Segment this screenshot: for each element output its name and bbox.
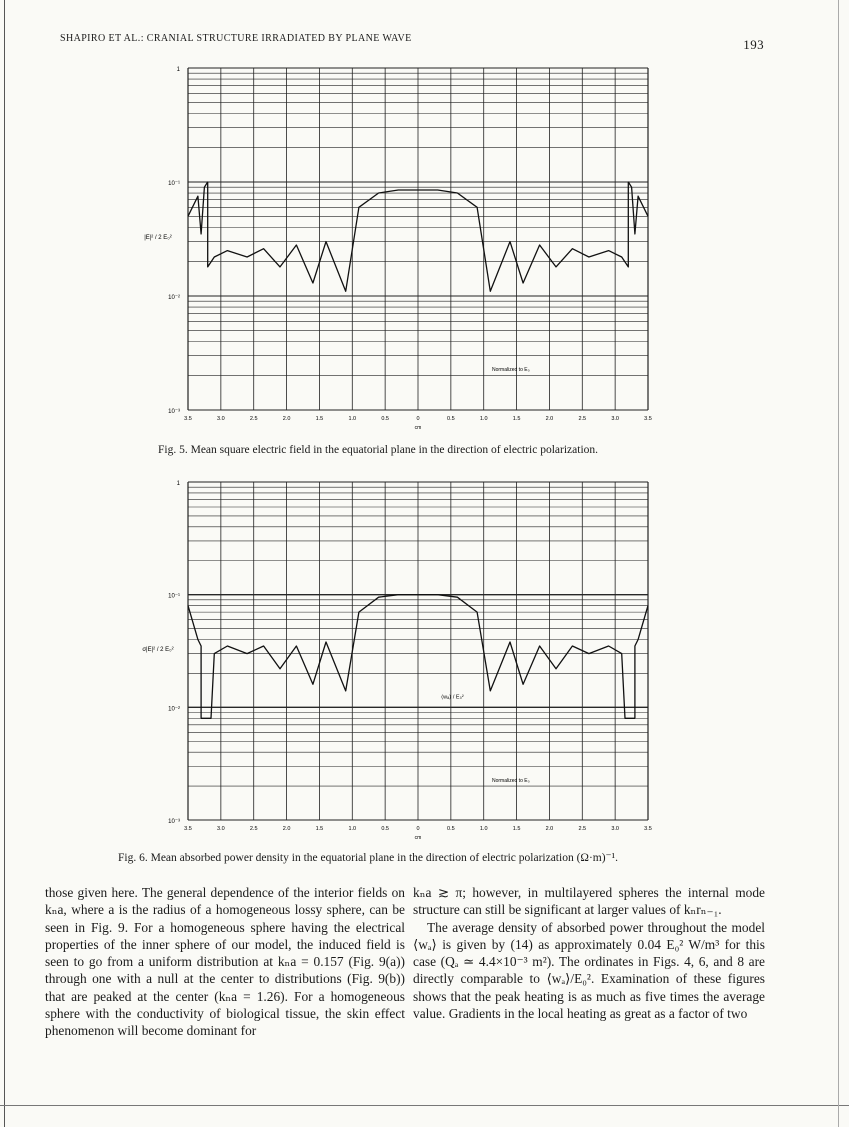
y-tick-label: 10⁻³: [168, 409, 180, 415]
page-number: 193: [743, 37, 764, 52]
x-tick-label: 3.5: [184, 826, 192, 832]
x-tick-label: 3.0: [611, 416, 619, 422]
grid: [188, 68, 648, 410]
x-tick-label: 1.5: [315, 416, 324, 422]
figure-5-plot: [144, 58, 680, 443]
x-tick-label: 3.5: [644, 416, 652, 422]
x-tick-label: 1.0: [348, 826, 357, 832]
normalization-note: Normalized to E₀: [492, 367, 530, 373]
grid: [188, 482, 648, 820]
x-tick-label: 1.5: [315, 826, 324, 832]
x-tick-label: 1.0: [479, 826, 488, 832]
figure-6-plot: [142, 474, 680, 846]
running-head: SHAPIRO ET AL.: CRANIAL STRUCTURE IRRADIATED BY PLANE WAVE: [60, 33, 412, 44]
x-tick-label: 3.0: [217, 416, 225, 422]
y-tick-label: 10⁻²: [168, 706, 180, 713]
y-tick-label: 10⁻¹: [168, 181, 180, 187]
left-paragraph: those given here. The general dependence of the interior fields on kₙa, where a is the radius of a homogeneous lossy sphere, can be seen in Fig. 9. For a homogeneous sphere having the electrical properties of the inner sphere of our model, the induced field is seen to go from a uniform distribution at kₙa = 0.157 (Fig. 9(a)) through one with a null at the center to distributions (Fig. 9(b)) that are peaked at the center (kₙa = 1.26). For a homogeneous sphere with the conductivity of biological tissue, the skin effect phenomenon will become dominant for: [45, 885, 405, 1039]
y-tick-label: 10⁻³: [168, 819, 180, 825]
y-tick-label: 10⁻¹: [168, 593, 180, 600]
x-tick-label: 1.5: [512, 826, 521, 832]
x-tick-label: 2.0: [545, 826, 554, 832]
right-paragraph-1: kₙa ≳ π; however, in multilayered spheres the internal mode structure can still be significant at larger values of kₙrₙ₋₁.: [413, 885, 765, 918]
x-tick-label: 2.0: [282, 416, 291, 422]
y-axis-label: |E|² / 2 E₀²: [144, 235, 172, 241]
x-tick-label: 2.0: [282, 826, 291, 832]
x-tick-label: 3.0: [217, 826, 225, 832]
y-tick-label: 1: [176, 481, 180, 487]
left-column: [45, 884, 405, 1040]
x-axis-unit: cm: [414, 425, 422, 431]
figure-6-caption: Fig. 6. Mean absorbed power density in the equatorial plane in the direction of electric polarization (Ω·m)⁻¹.: [118, 852, 618, 864]
y-tick-label: 1: [176, 67, 180, 73]
right-column: [413, 884, 765, 1022]
x-tick-label: 0: [416, 826, 420, 832]
x-tick-label: 3.5: [184, 416, 192, 422]
running-header: [60, 33, 764, 52]
x-axis-unit: cm: [414, 835, 422, 841]
x-tick-label: 1.5: [512, 416, 521, 422]
x-tick-label: 0.5: [447, 826, 455, 832]
normalization-note: Normalized to E₀: [492, 778, 530, 784]
x-tick-label: 3.0: [611, 826, 619, 832]
right-paragraph-2: The average density of absorbed power throughout the model ⟨wₐ⟩ is given by (14) as approximately 0.04 E₀² W/m³ for this case (Qₐ ≃ 4.4×10⁻³ m²). The ordinates in Figs. 4, 6, and 8 are directly comparable to ⟨wₐ⟩/E₀². Examination of these figures shows that the peak heating is as much as five times the average value. Gradients in the local heating as great as a factor of two: [413, 919, 765, 1022]
scan-edge-bottom: [0, 1105, 849, 1106]
x-tick-label: 2.5: [249, 826, 258, 832]
x-tick-label: 0.5: [447, 416, 455, 422]
x-tick-label: 3.5: [644, 826, 652, 832]
x-tick-label: 2.5: [249, 416, 258, 422]
x-tick-label: 2.5: [578, 826, 587, 832]
x-tick-label: 2.5: [578, 416, 587, 422]
x-tick-label: 1.0: [348, 416, 357, 422]
figure-5-caption: Fig. 5. Mean square electric field in the equatorial plane in the direction of electric polarization.: [158, 444, 599, 456]
scan-edge-right: [838, 0, 839, 1127]
x-tick-label: 0: [416, 416, 420, 422]
y-tick-label: 10⁻²: [168, 295, 180, 301]
average-label: ⟨wₐ⟩ / E₀²: [441, 694, 464, 701]
x-tick-label: 0.5: [381, 416, 389, 422]
x-tick-label: 1.0: [479, 416, 488, 422]
x-tick-label: 0.5: [381, 826, 389, 832]
y-axis-label: σ|E|² / 2 E₀²: [142, 647, 174, 653]
scan-edge-left: [4, 0, 5, 1127]
x-tick-label: 2.0: [545, 416, 554, 422]
